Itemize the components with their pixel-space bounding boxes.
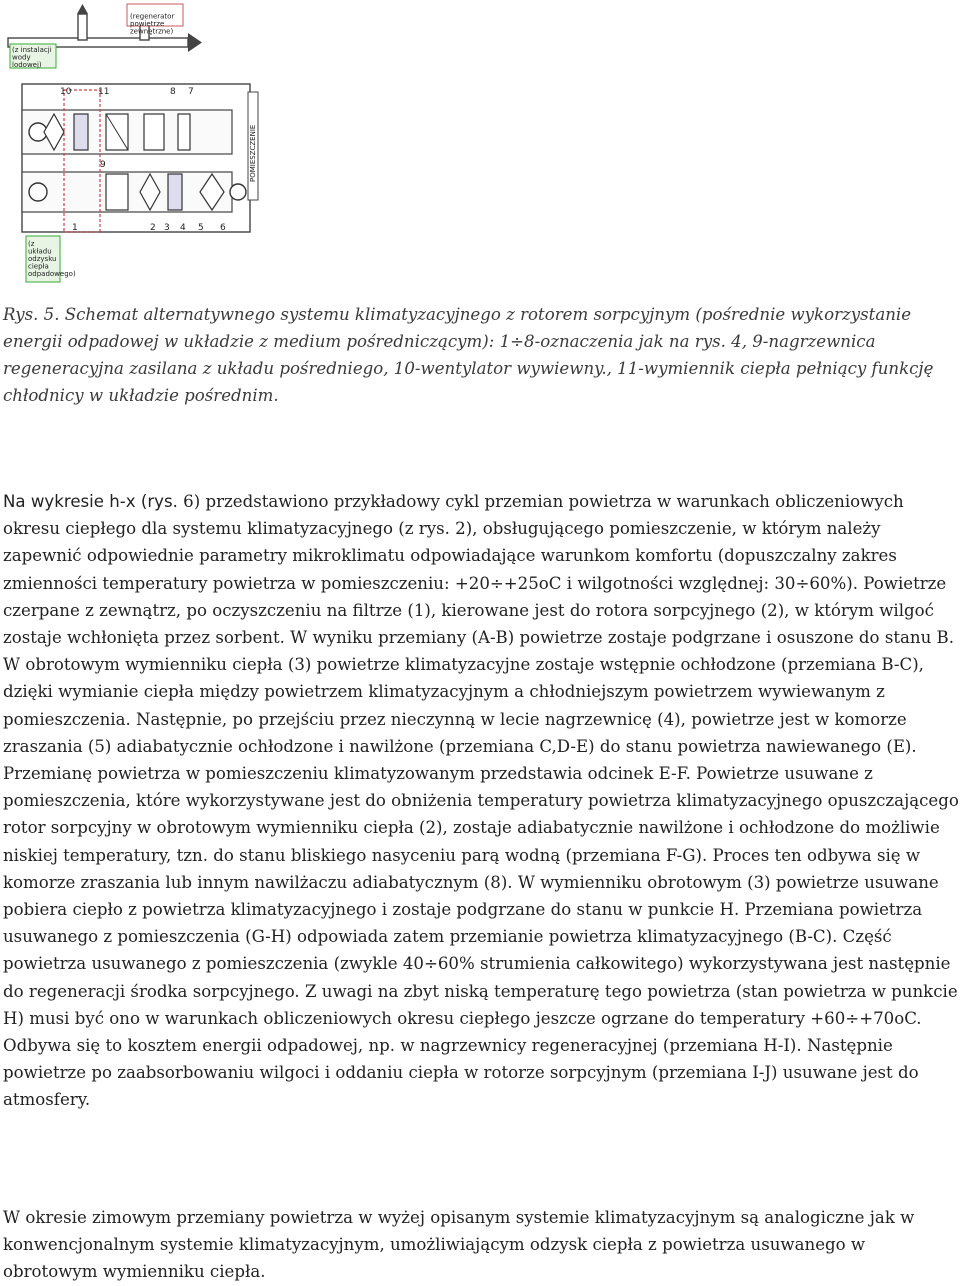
body-paragraph: W okresie zimowym przemiany powietrza w wyżej opisanym systemie klimatyzacyjnym są analogiczne jak w konwencjonalnym systemie klimatyzacyjnym, umożliwiającym odzysk ciepła z powietrza usuwanego w obrotowym wymienniku ciepła. [3,1208,915,1282]
paragraph-lead: Na wykresie h-x (rys. [3,492,178,511]
filter-1-icon [29,183,47,201]
fan-6-icon [230,184,246,200]
figure-number: 4 [180,223,186,233]
figure-number: 10 [60,87,72,97]
rotor-2-lower-icon [106,174,128,210]
figure-number: 1 [72,223,78,233]
heater-9-icon [74,114,88,150]
figure-label-top-left: (z instalacji wody lodowej) [12,46,52,69]
wheel-3-upper-icon [178,114,190,150]
figure-number: 9 [100,160,106,170]
arrow-up-icon [77,4,88,14]
room-label: POMIESZCZENIE [249,124,257,182]
figure-number: 8 [170,87,176,97]
figure-number: 7 [188,87,194,97]
figure-number: 6 [220,223,226,233]
figure-number: 3 [164,223,170,233]
figure-caption: Rys. 5. Schemat alternatywnego systemu klimatyzacyjnego z rotorem sorpcyjnym (pośrednie wykorzystanie energii odpadowej w układzie z medium pośredniczącym): 1÷8-oznaczenia jak na rys. 4, 9-nagrzewnica regeneracyjna zasilana z układu pośredniego, 10-wentylator wywiewny., 11-wymiennik ciepła pełniący funkcję chłodnicy w układzie pośrednim. [3,305,934,405]
figure-number: 11 [98,87,110,97]
figure-label-bottom-left: (z układu odzysku ciepła odpadowego) [28,240,76,278]
arrow-icon [188,33,202,52]
paragraph-text: 6) przedstawiono przykładowy cykl przemian powietrza w warunkach obliczeniowych okresu ciepłego dla systemu klimatyzacyjnego (z rys. 2), obsługującego pomieszczenie, w którym należy zapewnić odpowiednie parametry mikroklimatu odpowiadające warunkom komfortu (dopuszczalny zakres zmienności temperatury powietrza w pomieszczeniu: +20÷+25oC i wilgotności względnej: 30÷60%). Powietrze czerpane z zewnątrz, po oczyszczeniu na filtrze (1), kierowane jest do rotora sorpcyjnego (2), w którym wilgoć zostaje wchłonięta przez sorbent. W wyniku przemiany (A-B) powietrze zostaje podgrzane i osuszone do stanu B. W obrotowym wymienniku ciepła (3) powietrze klimatyzacyjne zostaje wstępnie ochłodzone (przemiana B-C), dzięki wymianie ciepła między powietrzem klimatyzacyjnym a chłodniejszym powietrzem wywiewanym z pomieszczenia. Następnie, po przejściu przez nieczynną w lecie nagrzewnicę (4), powietrze jest w komorze zraszania (5) adiabatycznie ochłodzone i nawilżone (przemiana C,D-E) do stanu powietrza nawiewanego (E). Przemianę powietrza w pomieszczeniu klimatyzowanym przedstawia odcinek E-F. Powietrze usuwane z pomieszczenia, które wykorzystywane jest do obniżenia temperatury powietrza klimatyzacyjnego opuszczającego rotor sorpcyjny w obrotowym wymienniku ciepła (2), zostaje adiabatycznie nawilżone i ochłodzone do możliwie niskiej temperatury, tzn. do stanu bliskiego nasyceniu parą wodną (przemiana F-G). Proces ten odbywa się w komorze zraszania lub innym nawilżaczu adiabatycznym (8). W wymienniku obrotowym (3) powietrze usuwane pobiera ciepło z powietrza klimatyzacyjnego i zostaje podgrzane do stanu w punkcie H. Przemiana powietrza usuwanego z pomieszczenia (G-H) odpowiada zatem przemianie powietrza klimatyzacyjnego (B-C). Część powietrza usuwanego z pomieszczenia (zwykle 40÷60% strumienia całkowitego) wykorzystywana jest następnie do regeneracji środka sorpcyjnego. Z uwagi na zbyt niską temperaturę tego powietrza (stan powietrza w punkcie H) musi być ono w warunkach obliczeniowych okresu ciepłego jeszcze ogrzane do temperatury +60÷+70oC. Odbywa się to kosztem energii odpadowej, np. w nagrzewnicy regeneracyjnej (przemiana H-I). Następnie powietrze po zaabsorbowaniu wilgoci i oddaniu ciepła w rotorze sorpcyjnym (przemiana I-J) usuwane jest do atmosfery. [3,492,959,1110]
figure-number: 2 [150,223,156,233]
intake-duct [78,14,87,40]
body-paragraph [3,488,960,1114]
figure-label-top-right: (regenerator powietrze zewnętrzne) [130,12,175,36]
figure-number: 5 [198,223,204,233]
humidifier-8-icon [144,114,164,150]
system-schematic-figure [2,2,280,290]
heater-4-icon [168,174,182,210]
